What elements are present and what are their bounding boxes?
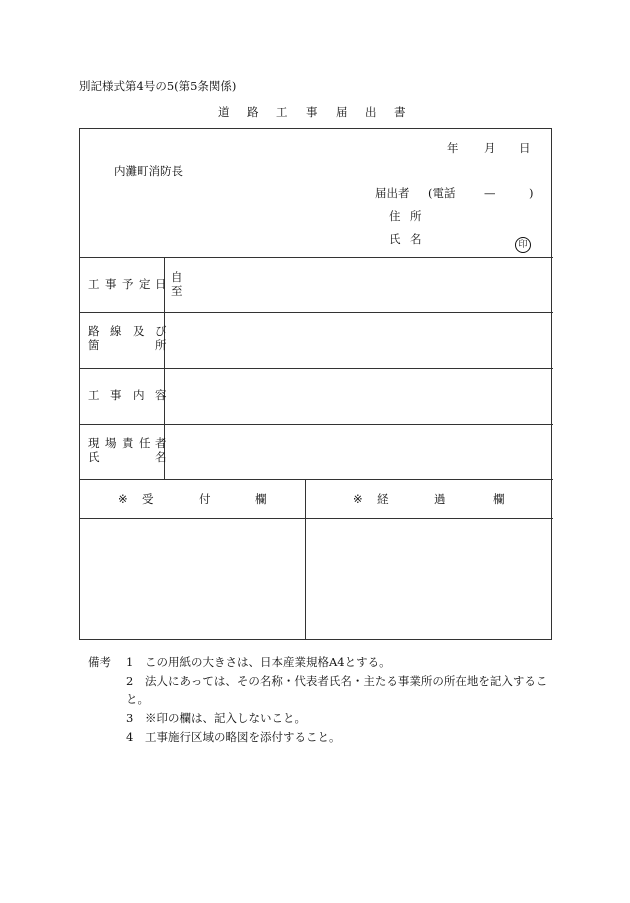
note-number: 4: [126, 730, 134, 744]
label-char: 箇: [88, 338, 100, 352]
header-char: 受: [142, 492, 154, 506]
content-label: [88, 388, 167, 404]
label-char: 所: [155, 338, 167, 352]
schedule-field[interactable]: [165, 258, 551, 311]
date-month-label: 月: [484, 141, 496, 155]
route-label-line2: [88, 338, 167, 354]
header-char: ※: [118, 492, 128, 506]
note-text: 法人にあっては、その名称・代表者氏名・主たる事業所の所在地を記入するこ: [145, 674, 548, 688]
label-char: 日: [155, 277, 167, 291]
label-char: 及: [133, 324, 145, 338]
title-char: 出: [365, 105, 377, 119]
phone-dash: —: [484, 186, 496, 200]
seal-mark: [515, 232, 531, 253]
name-label-char: 氏: [389, 232, 401, 246]
label-char: 氏: [88, 450, 100, 464]
seal-icon: 印: [515, 237, 531, 253]
header-char: 過: [434, 492, 446, 506]
label-char: 定: [139, 277, 151, 291]
label-char: 内: [133, 388, 145, 402]
reception-column-header: [118, 494, 268, 508]
note-text: ※印の欄は、記入しないこと。: [145, 711, 306, 725]
label-char: 予: [122, 277, 134, 291]
label-char: 路: [88, 324, 100, 338]
title-char: 道: [218, 105, 230, 119]
date-year-label: 年: [447, 141, 459, 155]
route-field[interactable]: [165, 313, 551, 367]
header-char: ※: [353, 492, 363, 506]
reception-field[interactable]: [81, 519, 304, 639]
notifier-label: 届出者: [375, 186, 410, 200]
title-char: 届: [336, 105, 348, 119]
label-char: 事: [105, 277, 117, 291]
label-char: 責: [122, 436, 134, 450]
label-char: 線: [110, 324, 122, 338]
content-field[interactable]: [165, 369, 551, 423]
address-label-char: 所: [410, 209, 422, 223]
name-label-char: 名: [410, 232, 422, 246]
label-char: 場: [105, 436, 117, 450]
label-char: 者: [155, 436, 167, 450]
schedule-label: [88, 277, 167, 293]
notes-heading: 備考: [88, 655, 111, 669]
phone-close: ): [529, 186, 534, 200]
title-char: 路: [247, 105, 259, 119]
address-label-char: 住: [389, 209, 401, 223]
header-char: 付: [199, 492, 211, 506]
phone-label: (電話: [428, 186, 456, 200]
manager-label-line2: [88, 450, 167, 466]
header-char: 経: [377, 492, 389, 506]
title-char: 事: [306, 105, 318, 119]
header-char: 欄: [255, 492, 267, 506]
label-char: 事: [110, 388, 122, 402]
document-title: [218, 107, 408, 121]
note-number: 1: [126, 655, 134, 669]
label-char: 名: [155, 450, 167, 464]
note-number: 3: [126, 711, 134, 725]
note-text-continued: と。: [126, 692, 149, 706]
title-char: 書: [394, 105, 406, 119]
divider: [80, 479, 553, 480]
progress-column-header: [353, 494, 513, 508]
label-char: 工: [88, 388, 100, 402]
note-text: 工事施行区域の略図を添付すること。: [145, 730, 341, 744]
label-char: 容: [155, 388, 167, 402]
title-char: 工: [276, 105, 288, 119]
label-char: 任: [139, 436, 151, 450]
manager-field[interactable]: [165, 425, 551, 478]
schedule-to: 至: [171, 284, 183, 298]
addressee: 内灘町消防長: [114, 164, 183, 178]
label-char: び: [155, 324, 167, 338]
notification-form: [79, 128, 552, 640]
note-number: 2: [126, 674, 134, 688]
form-reference: 別記様式第4号の5(第5条関係): [79, 79, 237, 93]
schedule-from: 自: [171, 270, 183, 284]
label-char: 現: [88, 436, 100, 450]
date-day-label: 日: [519, 141, 531, 155]
label-char: 工: [88, 277, 100, 291]
note-text: この用紙の大きさは、日本産業規格A4とする。: [145, 655, 391, 669]
header-char: 欄: [493, 492, 505, 506]
progress-field[interactable]: [306, 519, 551, 639]
